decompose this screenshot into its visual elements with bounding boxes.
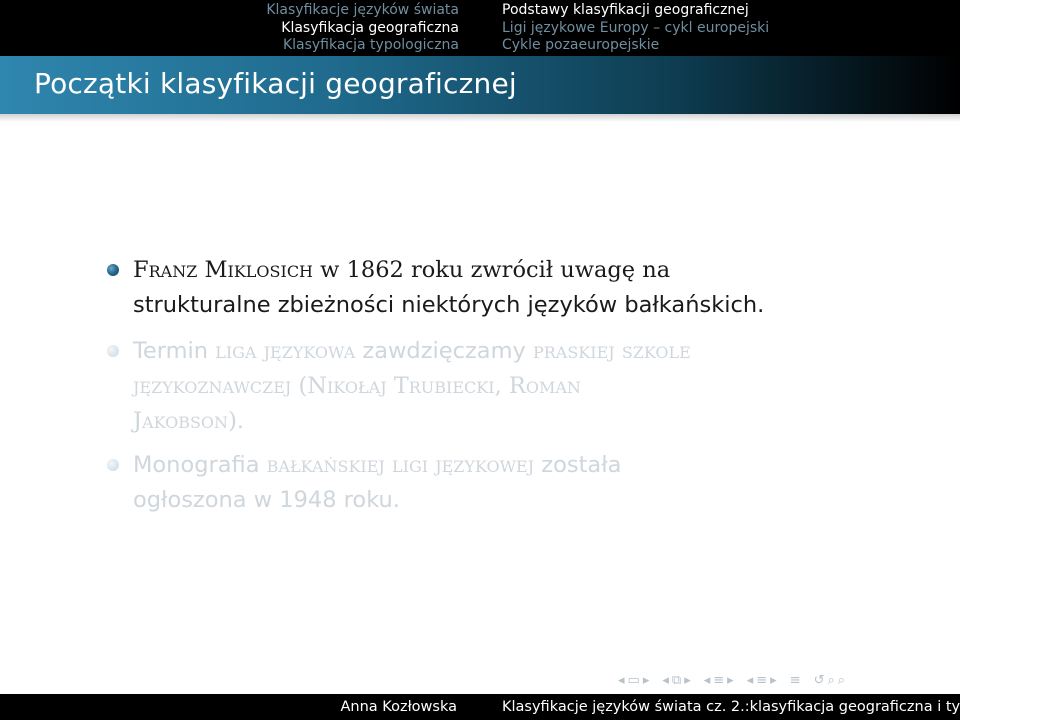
- nav-subsection-1[interactable]: Podstawy klasyfikacji geograficznej: [502, 2, 749, 18]
- subsection-icon[interactable]: ≡: [713, 672, 725, 688]
- author-name: Anna Kozłowska: [340, 699, 457, 715]
- footer-title: [480, 694, 1038, 720]
- item2-text: ).: [228, 408, 244, 434]
- item1-line2: strukturalne zbieżności niektórych języków bałkańskich.: [133, 292, 765, 318]
- item3-line2: ogłoszona w 1948 roku.: [133, 487, 400, 513]
- person-name: Franz Miklosich: [133, 257, 314, 283]
- next-section-icon[interactable]: ▸: [770, 672, 777, 688]
- person-name: Roman: [508, 373, 581, 399]
- zoom-icon[interactable]: ⌕: [837, 672, 846, 688]
- nav-section-1[interactable]: Klasyfikacje języków świata: [266, 2, 459, 18]
- item3-text: została: [534, 452, 622, 478]
- align-icon[interactable]: ≡: [789, 672, 801, 688]
- prev-subsection-icon[interactable]: ◂: [703, 672, 711, 688]
- term-liga-jezykowa: liga językowa: [215, 338, 356, 364]
- item1-text: w 1862 roku zwrócił uwagę na: [313, 257, 671, 283]
- term-balkanska-liga: bałkańskiej ligi językowej: [266, 452, 535, 478]
- next-subsection-icon[interactable]: ▸: [727, 672, 734, 688]
- nav-section-2[interactable]: Klasyfikacja geograficzna: [281, 19, 459, 36]
- footline: [0, 694, 1038, 720]
- bullet-icon: [107, 264, 119, 276]
- item2-text: ,: [494, 373, 509, 399]
- next-frame-icon[interactable]: ▸: [684, 672, 691, 688]
- navigation-symbols: [618, 671, 845, 689]
- presentation-title: Klasyfikacje języków świata cz. 2.:klasyfikacja geograficzna i typologiczna: [502, 699, 1038, 715]
- next-slide-icon[interactable]: ▸: [642, 672, 650, 688]
- undo-icon[interactable]: ↺: [813, 672, 825, 688]
- item2-line1: [133, 336, 691, 366]
- section-icon[interactable]: ≡: [756, 672, 768, 688]
- nav-subsection-2[interactable]: Ligi językowe Europy – cykl europejski: [502, 19, 770, 36]
- search-icon[interactable]: ⌕: [827, 672, 835, 688]
- person-name: Nikołaj Trubiecki: [307, 373, 495, 399]
- item2-line2: [133, 371, 581, 401]
- item2-text: Termin: [133, 338, 216, 364]
- frame-icon[interactable]: ⧉: [671, 672, 682, 688]
- item3-text: Monografia: [133, 452, 267, 478]
- item2-line3: [133, 406, 244, 436]
- bullet-icon: [107, 345, 119, 357]
- nav-subsection-3[interactable]: Cykle pozaeuropejskie: [502, 37, 660, 53]
- item3-line1: [133, 450, 621, 480]
- item1-line1: [133, 255, 670, 285]
- item2-text: (: [291, 373, 308, 399]
- bullet-icon: [107, 459, 119, 471]
- footer-author: [0, 694, 480, 720]
- person-name: Jakobson: [133, 408, 229, 434]
- slide-icon[interactable]: ▭: [627, 672, 640, 688]
- term-praska-szkola: praskiej szkole: [532, 338, 691, 364]
- prev-slide-icon[interactable]: ◂: [618, 672, 625, 688]
- item2-text: zawdzięczamy: [355, 338, 533, 364]
- prev-frame-icon[interactable]: ◂: [662, 672, 669, 688]
- term-jezykoznawcza: językoznawczej: [133, 373, 292, 399]
- nav-section-3[interactable]: Klasyfikacja typologiczna: [282, 37, 459, 53]
- prev-section-icon[interactable]: ◂: [746, 672, 754, 688]
- frame-title: Początki klasyfikacji geograficznej: [34, 67, 517, 100]
